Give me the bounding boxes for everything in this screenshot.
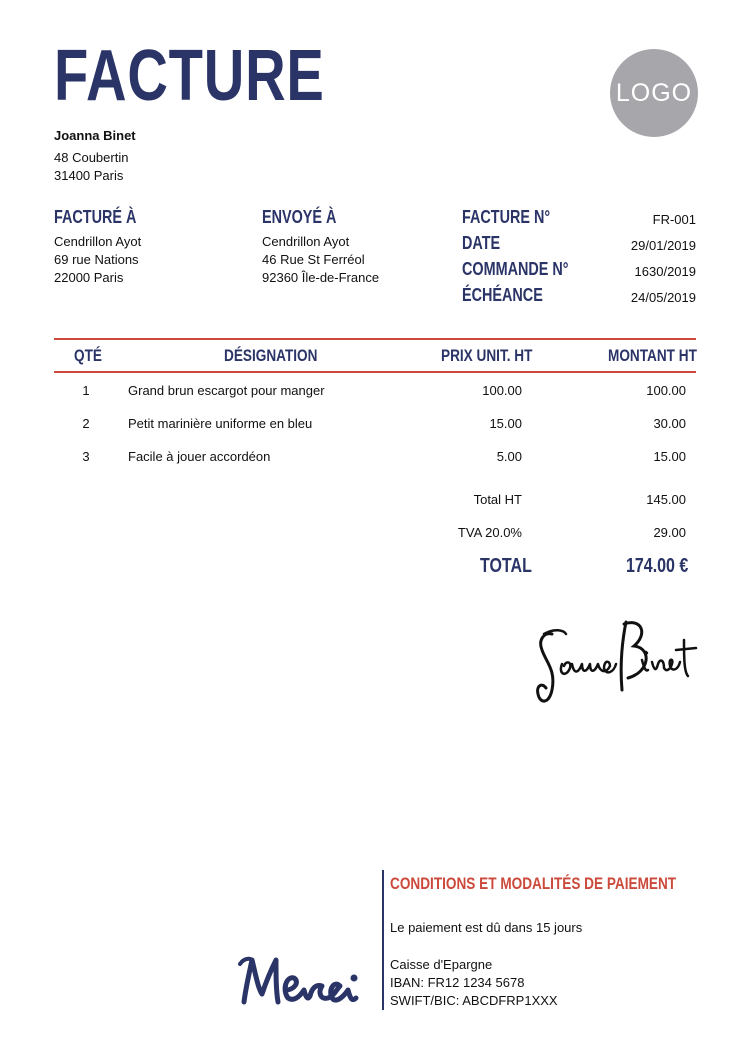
shipped-to-heading: ENVOYÉ À bbox=[262, 207, 337, 227]
due-date-value: 24/05/2019 bbox=[630, 290, 696, 305]
shipped-to-name: Cendrillon Ayot bbox=[262, 234, 350, 249]
billed-to-address-line2: 22000 Paris bbox=[54, 270, 124, 285]
terms-divider bbox=[382, 870, 384, 1010]
logo-placeholder: LOGO bbox=[610, 49, 698, 137]
billed-to-name: Cendrillon Ayot bbox=[54, 234, 142, 249]
subtotal-label: Total HT bbox=[473, 492, 522, 507]
table-top-rule bbox=[54, 338, 696, 340]
row-2-amount: 30.00 bbox=[653, 416, 686, 431]
invoice-number-value: FR-001 bbox=[652, 212, 696, 227]
billed-to-address-line1: 69 rue Nations bbox=[54, 252, 139, 267]
row-1-amount: 100.00 bbox=[646, 383, 686, 398]
row-1-designation: Grand brun escargot pour manger bbox=[128, 383, 325, 398]
row-3-designation: Facile à jouer accordéon bbox=[128, 449, 271, 464]
row-2-unit-price: 15.00 bbox=[489, 416, 522, 431]
terms-heading: CONDITIONS ET MODALITÉS DE PAIEMENT bbox=[390, 874, 677, 893]
row-1-qty: 1 bbox=[82, 383, 90, 398]
column-header-unit-price: PRIX UNIT. HT bbox=[441, 346, 533, 365]
order-number-value: 1630/2019 bbox=[634, 264, 696, 279]
signature-image bbox=[530, 612, 700, 717]
subtotal-value: 145.00 bbox=[646, 492, 686, 507]
table-header-rule bbox=[54, 371, 696, 373]
date-label: DATE bbox=[462, 233, 501, 253]
terms-bank-name: Caisse d'Epargne bbox=[390, 957, 493, 972]
sender-name: Joanna Binet bbox=[54, 128, 136, 143]
row-2-qty: 2 bbox=[82, 416, 90, 431]
row-3-amount: 15.00 bbox=[653, 449, 686, 464]
date-value: 29/01/2019 bbox=[630, 238, 696, 253]
row-1-unit-price: 100.00 bbox=[482, 383, 522, 398]
due-date-label: ÉCHÉANCE bbox=[462, 285, 543, 305]
invoice-title: FACTURE bbox=[54, 36, 325, 116]
terms-swift: SWIFT/BIC: ABCDFRP1XXX bbox=[390, 993, 558, 1008]
sender-address-line2: 31400 Paris bbox=[54, 168, 124, 183]
billed-to-heading: FACTURÉ À bbox=[54, 207, 137, 227]
tax-label: TVA 20.0% bbox=[457, 525, 522, 540]
order-number-label: COMMANDE N° bbox=[462, 259, 569, 279]
column-header-qty: QTÉ bbox=[74, 346, 102, 365]
total-value: 174.00 € bbox=[626, 555, 689, 577]
total-label: TOTAL bbox=[480, 555, 532, 577]
sender-address-line1: 48 Coubertin bbox=[54, 150, 129, 165]
row-2-designation: Petit marinière uniforme en bleu bbox=[128, 416, 313, 431]
tax-value: 29.00 bbox=[653, 525, 686, 540]
terms-iban: IBAN: FR12 1234 5678 bbox=[390, 975, 525, 990]
shipped-to-address-line2: 92360 Île-de-France bbox=[262, 270, 380, 285]
column-header-designation: DÉSIGNATION bbox=[224, 346, 318, 365]
invoice-number-label: FACTURE N° bbox=[462, 207, 551, 227]
shipped-to-address-line1: 46 Rue St Ferréol bbox=[262, 252, 365, 267]
row-3-unit-price: 5.00 bbox=[496, 449, 522, 464]
merci-script bbox=[236, 950, 378, 1012]
column-header-amount: MONTANT HT bbox=[608, 346, 697, 365]
row-3-qty: 3 bbox=[82, 449, 90, 464]
terms-payment-due: Le paiement est dû dans 15 jours bbox=[390, 920, 583, 935]
